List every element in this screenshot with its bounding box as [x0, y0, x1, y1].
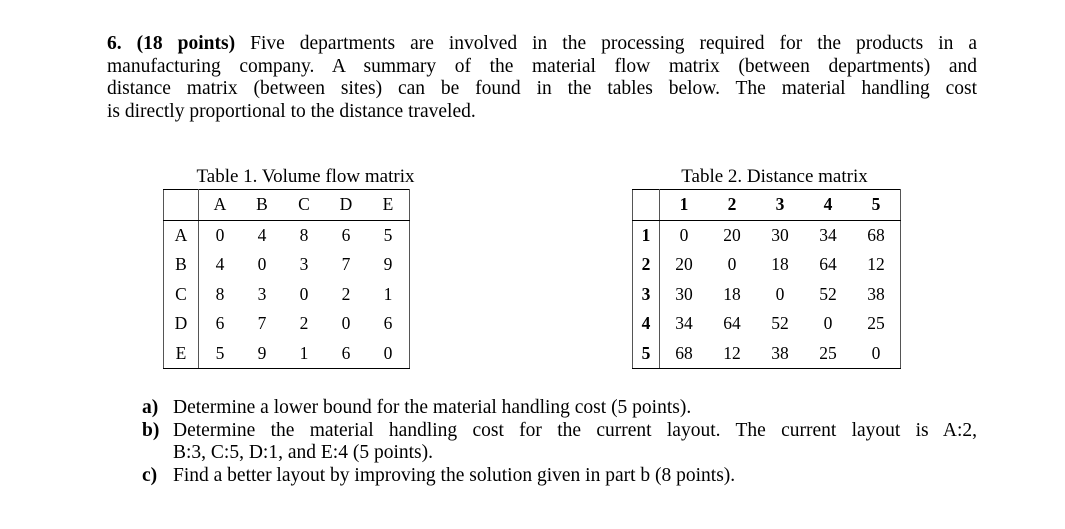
table2-row-header: 3: [633, 280, 660, 310]
table1-row: [164, 250, 410, 280]
table1-cell: 3: [299, 254, 309, 275]
table2-corner: [633, 190, 660, 221]
table2-row-header: 4: [633, 309, 660, 339]
table2-cell: 64: [723, 313, 741, 334]
table1-cell: 4: [215, 254, 225, 275]
table1-cell: 4: [257, 224, 267, 245]
volume-flow-table-block: [163, 166, 473, 369]
distance-table-block: [632, 166, 944, 369]
table2-col-header: 1: [660, 190, 709, 221]
table2-cell: 34: [675, 313, 693, 334]
table2-row: [633, 220, 901, 250]
table1-cell: 0: [367, 339, 410, 369]
part-b-label: b): [142, 419, 160, 441]
table1-cell: 0: [299, 283, 309, 304]
table2-cell: 20: [723, 224, 741, 245]
table1-cell: 0: [257, 254, 267, 275]
table1-row: [164, 339, 410, 369]
table2-cell: 34: [819, 224, 837, 245]
part-a-label: a): [142, 397, 159, 418]
table1-cell: 8: [299, 224, 309, 245]
table1-col-header: B: [241, 190, 283, 221]
table2-cell: 12: [852, 250, 901, 280]
table1-cell: 5: [199, 339, 242, 369]
table1-cell: 8: [215, 283, 225, 304]
part-c: [142, 465, 977, 488]
table1-cell: 6: [325, 339, 367, 369]
table1-cell: 6: [341, 224, 351, 245]
table2-col-header: 5: [852, 190, 901, 221]
table1-row-header: C: [164, 280, 199, 310]
problem-number: 6.: [107, 33, 122, 54]
part-c-line-1: Find a better layout by improving the solution given in part b (8 points).: [173, 464, 736, 486]
table2-row: [633, 339, 901, 369]
table1-cell: 6: [367, 309, 410, 339]
table2-row: [633, 280, 901, 310]
table1-cell: 0: [341, 313, 351, 334]
problem-line-2: manufacturing company. A summary of the material flow matrix (between departments) and: [107, 55, 977, 77]
table2-cell: 25: [852, 309, 901, 339]
table2-cell: 38: [756, 339, 804, 369]
table2-caption: Table 2. Distance matrix: [681, 166, 868, 187]
table2-cell: 68: [852, 220, 901, 250]
table1-cell: 7: [257, 313, 267, 334]
table2-col-header: 2: [708, 190, 756, 221]
table1-row-header: B: [164, 250, 199, 280]
table1-caption: Table 1. Volume flow matrix: [196, 166, 415, 187]
table2-cell: 25: [804, 339, 852, 369]
problem-points: (18 points): [136, 33, 236, 54]
table2-cell: 30: [771, 224, 789, 245]
table1-cell: 9: [367, 250, 410, 280]
part-a: [142, 397, 977, 420]
table2-cell: 38: [852, 280, 901, 310]
table1-header-row: [164, 190, 410, 221]
table1-cell: 1: [367, 280, 410, 310]
table1-corner: [164, 190, 199, 221]
table2-col-header: 4: [804, 190, 852, 221]
table1-cell: 9: [241, 339, 283, 369]
table2-cell: 18: [723, 283, 741, 304]
table1-col-header: C: [283, 190, 325, 221]
table2-row-header: 5: [633, 339, 660, 369]
table2-cell: 64: [819, 254, 837, 275]
table2-row: [633, 309, 901, 339]
table2-cell: 0: [823, 313, 833, 334]
table1-row: [164, 309, 410, 339]
part-b-line-1: Determine the material handling cost for the current layout. The current layout is A:2,: [173, 419, 977, 441]
table2-row-header: 1: [633, 220, 660, 250]
table1-cell: 5: [367, 220, 410, 250]
distance-table: [632, 189, 901, 369]
table1-row-header: D: [164, 309, 199, 339]
problem-line-1: Five departments are involved in the processing required for the products in a: [250, 33, 978, 54]
table1-cell: 2: [299, 313, 309, 334]
table1-col-header: D: [325, 190, 367, 221]
question-parts: [142, 397, 977, 487]
table1-cell: 2: [341, 283, 351, 304]
table1-col-header: E: [367, 190, 410, 221]
table2-cell: 30: [675, 283, 693, 304]
part-a-line-1: Determine a lower bound for the material handling cost (5 points).: [173, 397, 692, 418]
problem-paragraph: [107, 33, 977, 123]
table2-cell: 0: [775, 283, 785, 304]
table2-cell: 0: [727, 254, 737, 275]
problem-statement: [107, 33, 977, 123]
volume-flow-table: [163, 189, 410, 369]
table2-cell: 20: [675, 254, 693, 275]
table2-cell: 0: [852, 339, 901, 369]
table1-cell: 7: [341, 254, 351, 275]
part-c-label: c): [142, 464, 158, 486]
table1-col-header: A: [199, 190, 242, 221]
table2-row: [633, 250, 901, 280]
problem-line-4: is directly proportional to the distance traveled.: [107, 100, 476, 122]
table1-cell: 6: [215, 313, 225, 334]
table1-row: [164, 220, 410, 250]
table2-cell: 52: [771, 313, 789, 334]
table2-col-header: 3: [756, 190, 804, 221]
problem-line-3: distance matrix (between sites) can be found in the tables below. The material handling cost: [107, 78, 977, 99]
table2-cell: 12: [708, 339, 756, 369]
part-b-line-2: B:3, C:5, D:1, and E:4 (5 points).: [173, 442, 433, 463]
table2-cell: 52: [819, 283, 837, 304]
table2-header-row: [633, 190, 901, 221]
part-b: [142, 420, 977, 465]
table1-row: [164, 280, 410, 310]
table1-row-header: E: [164, 339, 199, 369]
table2-row-header: 2: [633, 250, 660, 280]
table2-cell: 0: [679, 224, 689, 245]
table2-cell: 18: [771, 254, 789, 275]
table1-cell: 0: [215, 224, 225, 245]
table1-cell: 3: [257, 283, 267, 304]
table2-cell: 68: [660, 339, 709, 369]
table1-row-header: A: [164, 220, 199, 250]
table1-cell: 1: [283, 339, 325, 369]
